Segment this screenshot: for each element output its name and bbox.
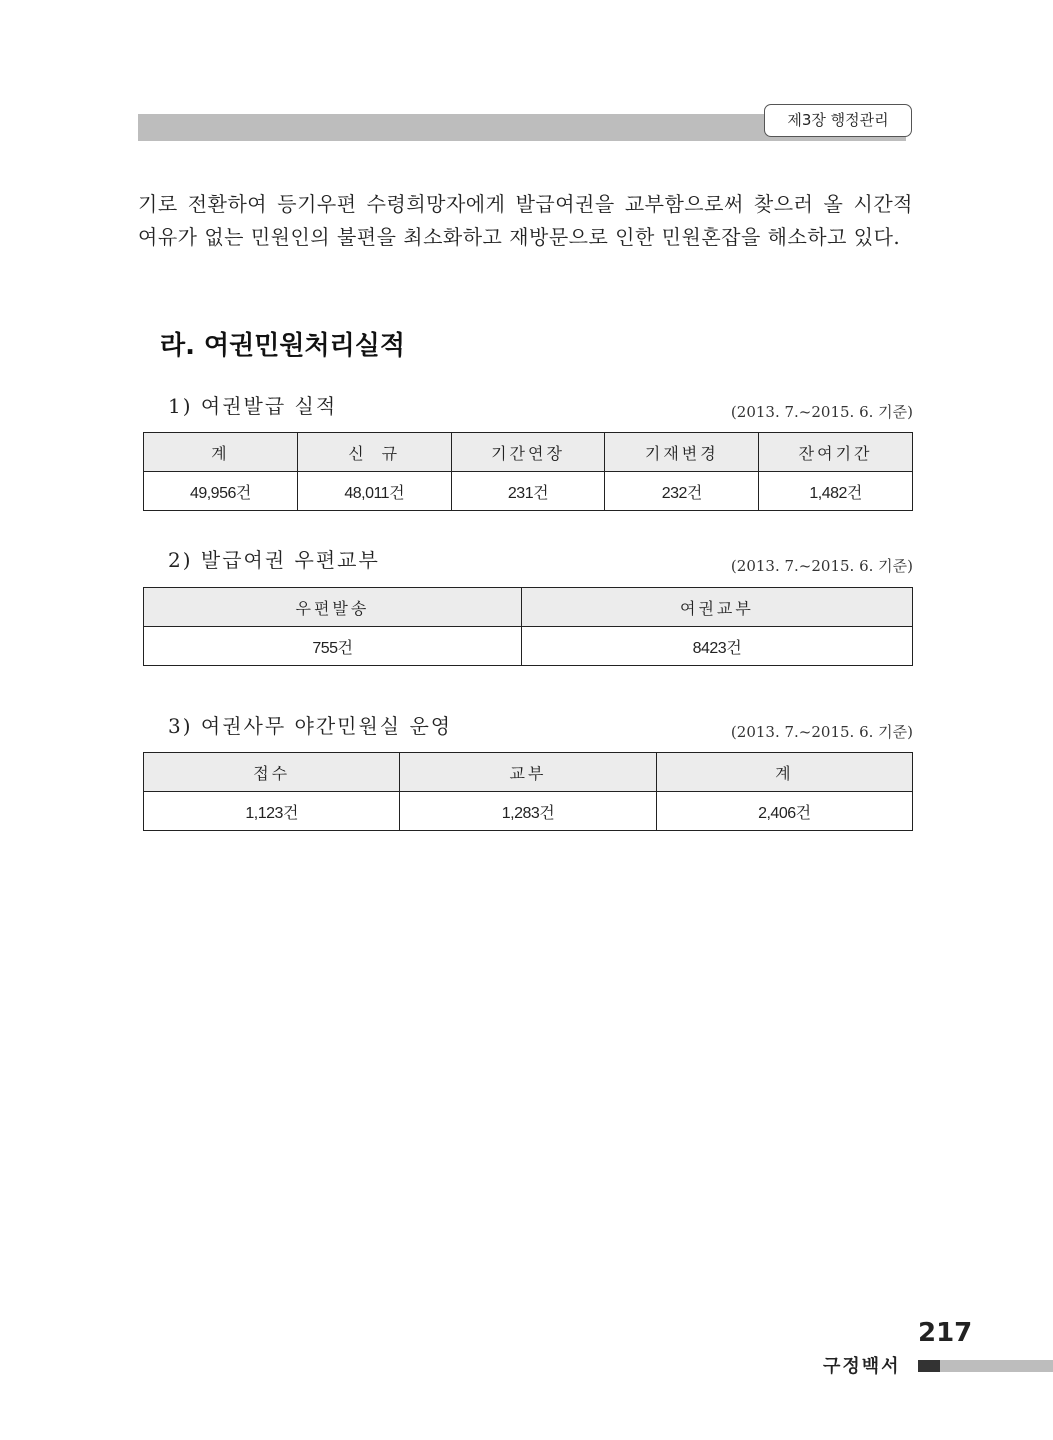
table-header-row	[144, 433, 913, 472]
footer-bar-dark	[918, 1360, 940, 1372]
table-3-title: 3) 여권사무 야간민원실 운영	[168, 714, 453, 738]
table-header-cell: 계	[144, 433, 298, 472]
table-header-cell: 접수	[144, 753, 400, 792]
table-row	[144, 472, 913, 511]
passport-issuance-table	[143, 432, 913, 511]
table-row	[144, 792, 913, 831]
table-header-cell: 기재변경	[605, 433, 759, 472]
table-header-row	[144, 588, 913, 627]
night-office-table	[143, 752, 913, 831]
table-header-cell: 잔여기간	[759, 433, 913, 472]
chapter-label: 제3장 행정관리	[764, 104, 912, 137]
table-cell: 232건	[605, 472, 759, 511]
table-cell: 755건	[144, 627, 522, 666]
table-header-cell: 우편발송	[144, 588, 522, 627]
section-title: 라. 여권민원처리실적	[160, 331, 405, 361]
table-3-basis: (2013. 7.~2015. 6. 기준)	[730, 723, 913, 741]
table-cell: 1,482건	[759, 472, 913, 511]
table-cell: 48,011건	[297, 472, 451, 511]
table-2-title: 2) 발급여권 우편교부	[168, 548, 380, 572]
table-header-cell: 교부	[400, 753, 656, 792]
table-cell: 8423건	[521, 627, 912, 666]
page-number: 217	[918, 1318, 973, 1348]
table-1-title: 1) 여권발급 실적	[168, 394, 338, 418]
table-header-cell: 여권교부	[521, 588, 912, 627]
table-cell: 2,406건	[656, 792, 912, 831]
postal-delivery-table	[143, 587, 913, 666]
footer-title: 구정백서	[823, 1356, 901, 1377]
table-cell: 231건	[451, 472, 605, 511]
footer-bar-light	[940, 1360, 1053, 1372]
table-row	[144, 627, 913, 666]
table-cell: 49,956건	[144, 472, 298, 511]
table-header-cell: 기간연장	[451, 433, 605, 472]
table-header-row	[144, 753, 913, 792]
table-cell: 1,283건	[400, 792, 656, 831]
table-header-cell: 신 규	[297, 433, 451, 472]
table-header-cell: 계	[656, 753, 912, 792]
table-2-basis: (2013. 7.~2015. 6. 기준)	[730, 557, 913, 575]
body-paragraph: 기로 전환하여 등기우편 수령희망자에게 발급여권을 교부함으로써 찾으러 올 시간적 여유가 없는 민원인의 불편을 최소화하고 재방문으로 인한 민원혼잡을 해소하고 있다.	[138, 192, 913, 249]
table-1-basis: (2013. 7.~2015. 6. 기준)	[730, 403, 913, 421]
table-cell: 1,123건	[144, 792, 400, 831]
